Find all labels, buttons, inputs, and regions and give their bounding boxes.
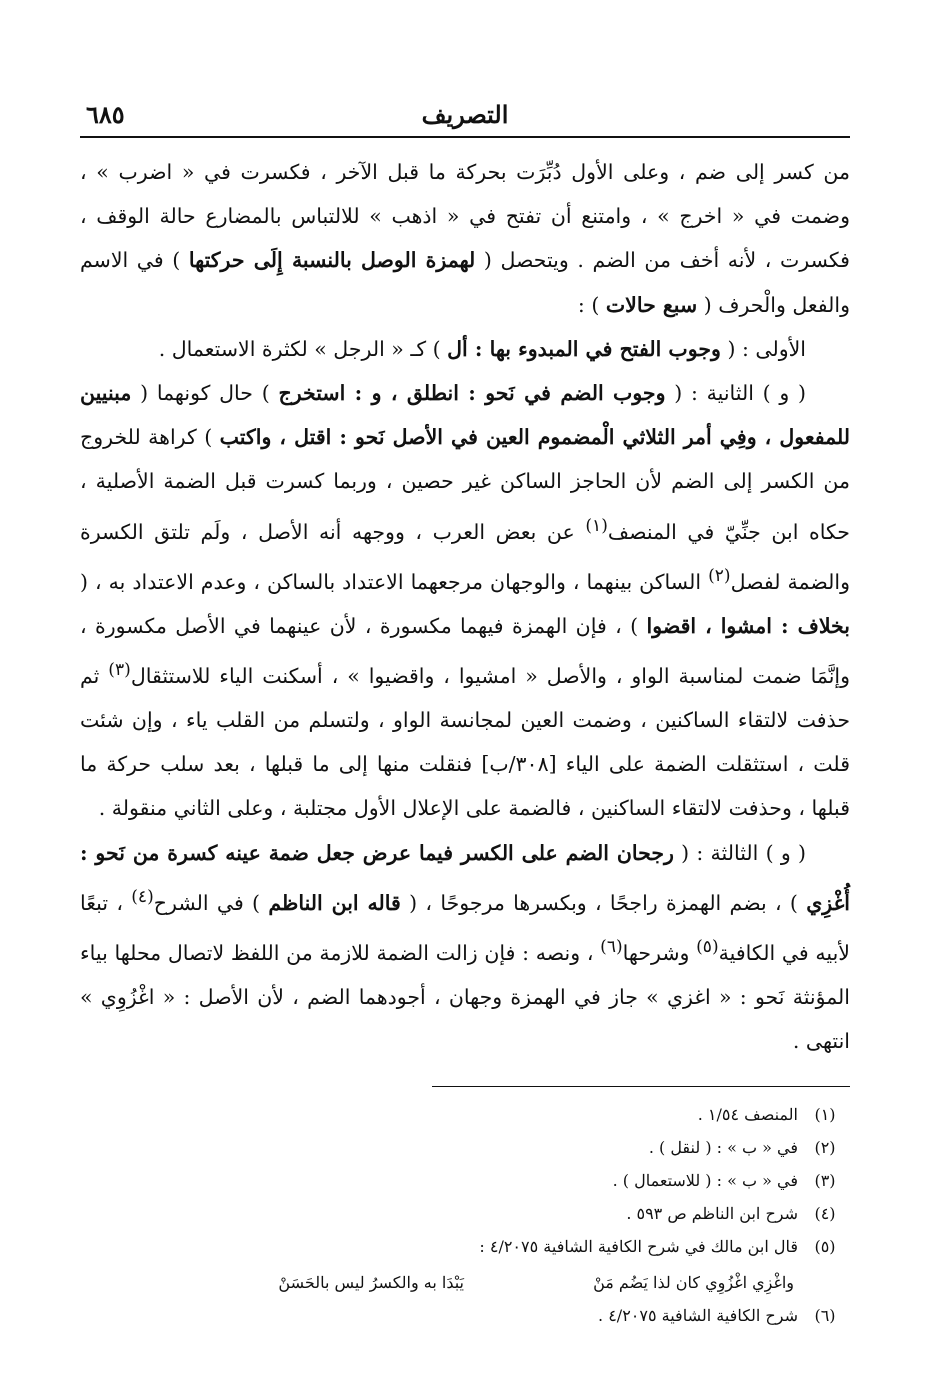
footnote-number: (٤) — [814, 1204, 836, 1223]
bold-phrase: وجوب الضم في نَحو : انطلق ، و : استخرج — [278, 381, 666, 406]
verse-second-hemistich: يَبْدَا به والكسرُ ليس بالحَسَنْ — [278, 1273, 464, 1292]
footnotes — [80, 1100, 850, 1334]
main-text — [80, 150, 850, 1063]
bold-phrase: بخلاف : امشوا ، اقضوا — [646, 613, 850, 638]
footnote-number: (٦) — [814, 1306, 836, 1325]
footnote-number: (١) — [814, 1105, 836, 1124]
footnote-ref: (٦) — [600, 936, 623, 957]
poetry-verse — [80, 1265, 850, 1301]
footnote-5 — [80, 1232, 850, 1262]
bold-phrase: وجوب الفتح في المبدوء بها : أل — [447, 336, 721, 361]
footnote-ref: (٤) — [131, 886, 154, 907]
bold-phrase: رجحان الضم على الكسر فيما عرض جعل ضمة عينه كسرة من نَحو : أُغْزِي — [80, 840, 850, 915]
footnote-6 — [80, 1301, 850, 1331]
footnote-text: شرح الكافية الشافية ٤/٢٠٧٥ . — [598, 1306, 798, 1325]
paragraph-4: ( و ) الثالثة : ( رجحان الضم على الكسر فيما عرض جعل ضمة عينه كسرة من نَحو : أُغْزِي ) ، بضم الهمزة راجحًا ، وبكسرها مرجوحًا ، ( قاله ابن الناظم ) في الشرح$^{(٤)}$ ، تبعًا لأبيه في الكافية$^{(٥)}$ وشرحها$^{(٦)}$ ، ونصه : فإن زالت الضمة للازمة من اللفظ لاتصال محلها بياء المؤنثة نَحو : « اغزي » جاز في الهمزة وجهان ، أجودهما الضم ، لأن الأصل : « اغْزُوِي » انتهى . — [80, 840, 850, 1053]
bold-phrase: قاله ابن الناظم — [268, 890, 401, 915]
footnote-3 — [80, 1166, 850, 1196]
footnote-text: في « ب » : ( للاستعمال ) . — [612, 1171, 798, 1190]
footnote-ref: (٢) — [708, 565, 731, 586]
footnote-ref: (١) — [585, 515, 608, 536]
page-number: ٦٨٥ — [86, 100, 125, 129]
footnote-number: (٢) — [814, 1138, 836, 1157]
page-header — [80, 96, 850, 138]
footnote-number: (٥) — [814, 1237, 836, 1256]
footnote-number: (٣) — [814, 1171, 836, 1190]
footnote-1 — [80, 1100, 850, 1130]
footnote-text: قال ابن مالك في شرح الكافية الشافية ٤/٢٠٧٥ : — [479, 1237, 798, 1256]
bold-phrase: لهمزة الوصل بالنسبة إِلَى حركتها — [188, 248, 476, 273]
footnote-text: في « ب » : ( لنقل ) . — [648, 1138, 798, 1157]
footnote-2 — [80, 1133, 850, 1163]
bold-phrase: سبع حالات — [605, 292, 698, 317]
paragraph-3: ( و ) الثانية : ( وجوب الضم في نَحو : انطلق ، و : استخرج ) حال كونهما ( مبنيين للمفعول ، وفِي أمر الثلاثي الْمضموم العين في الأصل نَحو : اقتل ، واكتب ) كراهة للخروج من الكسر إلى الضم لأن الحاجز الساكن غير حصين ، وربما كسرت قبل الضمة الأصلية ، حكاه ابن جنِّيّ في المنصف$^{(١)}$ عن بعض العرب ، ووجهه أنه الأصل ، ولَم تلتق الكسرة والضمة لفصل$^{(٢)}$ الساكن بينهما ، والوجهان مرجعهما الاعتداد بالساكن ، وعدم الاعتداد به ، ( بخلاف : امشوا ، اقضوا ) ، فإن الهمزة فيهما مكسورة ، لأن عينهما في الأصل مكسورة ، وإنَّمَا ضمت لمناسبة الواو ، والأصل « امشيوا ، واقضيوا » ، أسكنت الياء للاستثقال$^{(٣)}$ ثم حذفت لالتقاء الساكنين ، وضمت العين لمجانسة الواو ، ولتسلم من القلب ياء ، وإن شئت قلت ، استثقلت الضمة على الياء [٣٠٨/ب] فنقلت منها إلى ما قبلها ، بعد سلب حركة ما قبلها ، وحذفت لالتقاء الساكنين ، فالضمة على الإعلال الأول مجتلبة ، وعلى الثاني منقولة . — [80, 381, 851, 821]
footnote-ref: (٣) — [108, 659, 131, 680]
footnote-ref: (٥) — [696, 936, 719, 957]
footnote-text: شرح ابن الناظم ص ٥٩٣ . — [626, 1204, 798, 1223]
bold-phrase: مبنيين للمفعول ، وفِي أمر الثلاثي الْمضموم العين في الأصل نَحو : اقتل ، واكتب — [80, 381, 850, 450]
footnote-separator — [432, 1086, 850, 1087]
footnote-4 — [80, 1199, 850, 1229]
paragraph-1: من كسر إلى ضم ، وعلى الأول دُبِّرَت بحركة ما قبل الآخر ، فكسرت في « اضرب » ، وضمت في « اخرج » ، وامتنع أن تفتح في « اذهب » للالتباس بالمضارع حالة الوقف ، فكسرت ، لأنه أخف من الضم . ويتحصل ( لهمزة الوصل بالنسبة إِلَى حركتها ) في الاسم والفعل والْحرف ( سبع حالات ) : — [80, 160, 850, 317]
footnote-text: المنصف ١/٥٤ . — [697, 1105, 798, 1124]
chapter-title: التصريف — [421, 100, 509, 129]
paragraph-2: الأولى : ( وجوب الفتح في المبدوء بها : أل ) كـ « الرجل » لكثرة الاستعمال . — [158, 336, 806, 361]
verse-first-hemistich: واغْزِي اغْزُوِي كان لذا يَضُم مَنْ — [593, 1273, 794, 1292]
